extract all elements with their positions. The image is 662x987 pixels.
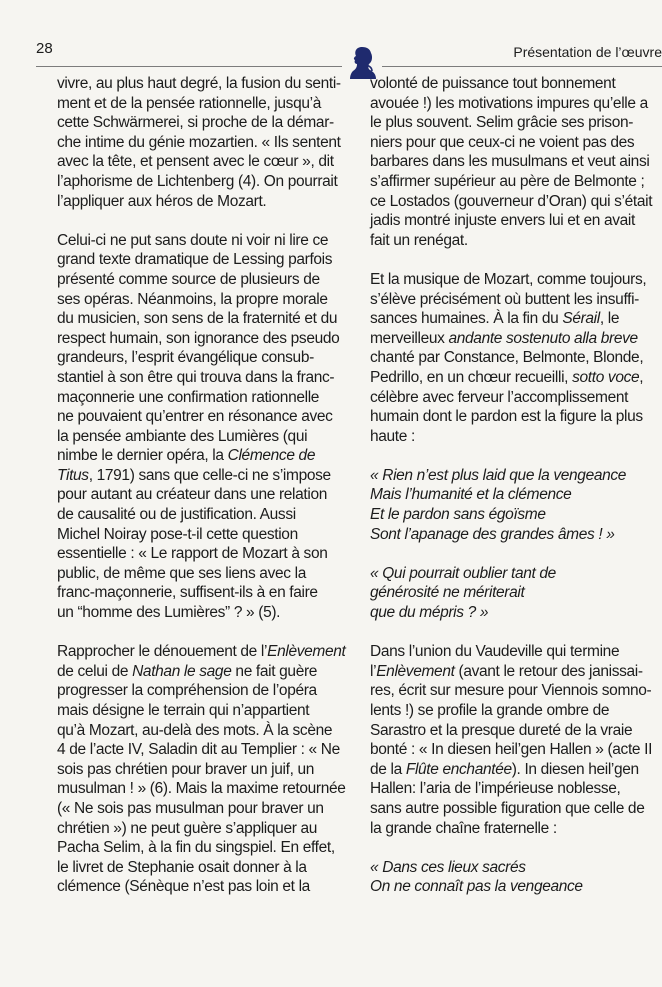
block-quote (370, 466, 662, 544)
text-line: public, de même que ses liens avec la (57, 564, 306, 582)
text-line: ment et de la pensée rationnelle, jusqu’à (57, 94, 321, 112)
text-run: de la (370, 760, 406, 778)
text-line: maçonnerie une confirmation rationnelle (57, 388, 320, 406)
text-run: l’ (370, 662, 377, 680)
quote-line: Et le pardon sans égoïsme (370, 506, 546, 524)
text-line: s’affirmer supérieur au père de Belmonte ; (370, 172, 645, 190)
italic-title: Enlèvement (267, 643, 346, 661)
paragraph (370, 642, 662, 838)
text-line: ne pouvaient qu’entrer en résonance avec (57, 408, 333, 426)
text-line: un “homme des Lumières” ? » (5). (57, 604, 281, 622)
quote-line: « Rien n’est plus laid que la vengeance (370, 466, 627, 484)
text-line (370, 760, 662, 780)
text-line: res, écrit sur mesure pour Viennois somno- (370, 682, 652, 700)
text-line: avec la tête, et pensent avec le cœur », dit (57, 153, 334, 171)
text-line: Dans l’union du Vaudeville qui termine (370, 643, 620, 661)
text-line: (« Ne sois pas musulman pour braver un (57, 799, 324, 817)
header-rule-right (382, 66, 662, 67)
text-run: sances humaines. À la fin du (370, 310, 563, 328)
text-line: grand texte dramatique de Lessing parfois (57, 251, 333, 269)
text-run: merveilleux (370, 329, 449, 347)
text-line: l’aphorisme de Lichtenberg (4). On pourrait (57, 172, 338, 190)
text-line: respect humain, son ignorance des pseudo (57, 329, 340, 347)
text-line: le plus souvent. Selim grâcie ses prison- (370, 114, 634, 132)
text-line: Sarastro et la presque dureté de la vraie (370, 721, 633, 739)
text-line: volonté de puissance tout bonnement (370, 75, 616, 92)
text-line (57, 446, 349, 466)
text-line: s’élève précisément où buttent les insuffi- (370, 290, 639, 308)
text-line: Michel Noiray pose-t-il cette question (57, 525, 298, 543)
text-run: de celui de (57, 662, 133, 680)
text-line: sois pas chrétien pour braver un juif, un (57, 760, 315, 778)
text-line: essentielle : « Le rapport de Mozart à son (57, 545, 328, 563)
text-line: franc-maçonnerie, suffisent-ils à en faire (57, 584, 318, 602)
italic-title: Sérail (562, 310, 600, 328)
text-run: ne fait guère (231, 662, 318, 680)
paragraph (57, 642, 349, 897)
text-line: jadis montré injuste envers lui et en avait (370, 212, 635, 230)
italic-title: Titus (57, 466, 89, 484)
text-line: che intime du génie mozartien. « Ils sentent (57, 133, 341, 151)
text-line: l’appliquer aux héros de Mozart. (57, 192, 267, 210)
text-line (370, 329, 662, 349)
text-line: progresser la compréhension de l’opéra (57, 682, 317, 700)
text-line (57, 662, 349, 682)
italic-title: Flûte enchantée (405, 760, 512, 778)
text-line: niers pour que ceux-ci ne voient pas des (370, 133, 635, 151)
text-line: le livret de Stephanie osait donner à la (57, 858, 307, 876)
text-line: pour autant au créateur dans une relation (57, 486, 328, 504)
text-run: , 1791) sans que celle-ci ne s’impose (88, 466, 331, 484)
text-run: (avant le retour des janissai- (454, 662, 643, 680)
text-line: du musicien, son sens de la fraternité et du (57, 310, 338, 328)
text-line (57, 642, 349, 662)
text-line: Pacha Selim, à la fin du singspiel. En effet, (57, 839, 335, 857)
text-line: chanté par Constance, Belmonte, Blonde, (370, 349, 644, 367)
text-line: fait un renégat. (370, 231, 468, 249)
text-line: chrétien ») ne peut guère s’appliquer au (57, 819, 318, 837)
text-run: ). In diesen heil’gen (511, 760, 639, 778)
text-line: Celui-ci ne put sans doute ni voir ni lire ce (57, 231, 329, 249)
italic-title: Enlèvement (376, 662, 455, 680)
italic-title: Nathan le sage (132, 662, 232, 680)
italic-term: andante sostenuto alla breve (448, 329, 638, 347)
page-number: 28 (36, 40, 53, 57)
block-quote (370, 858, 662, 897)
text-line: célèbre avec ferveur l’accomplissement (370, 388, 629, 406)
text-line: qu’à Mozart, au-delà des mots. À la scène (57, 721, 333, 739)
right-column (370, 74, 662, 917)
text-line: présenté comme source de plusieurs de (57, 270, 320, 288)
text-run: , le (599, 310, 620, 328)
text-line: stantiel à son être qui trouva dans la franc- (57, 368, 335, 386)
text-line: sans autre possible figuration que celle de (370, 799, 645, 817)
quote-line: Mais l’humanité et la clémence (370, 486, 572, 504)
text-line: ce Lostados (gouverneur d’Oran) qui s’était (370, 192, 653, 210)
text-run: Pedrillo, en un chœur recueilli, (370, 368, 573, 386)
text-line (370, 662, 662, 682)
block-quote (370, 564, 662, 623)
paragraph (370, 270, 662, 446)
quote-line: « Dans ces lieux sacrés (370, 858, 526, 876)
quote-line: Sont l’apanage des grandes âmes ! » (370, 525, 615, 543)
paragraph (370, 74, 662, 250)
text-line: bonté : « In diesen heil’gen Hallen » (acte II (370, 741, 653, 759)
text-line: avouée !) les motivations impures qu’elle a (370, 94, 648, 112)
text-line: barbares dans les musulmans et veut ainsi (370, 153, 650, 171)
text-line: humain dont le pardon est la figure la plus (370, 408, 643, 426)
quote-line: générosité ne mériterait (370, 584, 525, 602)
paragraph (57, 231, 349, 623)
text-line: Hallen: l’aria de l’impérieuse noblesse, (370, 780, 621, 798)
quote-line: que du mépris ? » (370, 604, 489, 622)
text-line (370, 368, 662, 388)
text-line: grandeurs, l’esprit évangélique consub- (57, 349, 314, 367)
header-rule-left (36, 66, 342, 67)
text-line: cette Schwärmerei, si proche de la démar- (57, 114, 334, 132)
text-line: la pensée ambiante des Lumières (qui (57, 427, 308, 445)
running-head: Présentation de l’œuvre (513, 44, 662, 60)
italic-term: sotto voce (572, 368, 640, 386)
paragraph (57, 74, 349, 211)
text-line: de causalité ou de justification. Aussi (57, 506, 296, 524)
text-line: vivre, au plus haut degré, la fusion du senti- (57, 75, 341, 92)
text-line: haute : (370, 427, 415, 445)
text-line: clémence (Sénèque n’est pas loin et la (57, 878, 310, 896)
text-run: nimbe le dernier opéra, la (57, 447, 228, 465)
text-line: mais désigne le terrain qui n’appartient (57, 702, 310, 719)
text-line: lents !) se profile la grande ombre de (370, 702, 610, 719)
text-line: musulman ! » (6). Mais la maxime retournée (57, 780, 346, 798)
text-line: Et la musique de Mozart, comme toujours, (370, 270, 647, 288)
quote-line: « Qui pourrait oublier tant de (370, 564, 556, 582)
text-line: ses opéras. Néanmoins, la propre morale (57, 290, 328, 308)
quote-line: On ne connaît pas la vengeance (370, 878, 583, 896)
text-line: la grande chaîne fraternelle : (370, 819, 557, 837)
text-line (57, 466, 349, 486)
italic-title: Clémence de (227, 447, 316, 465)
text-run: , (639, 368, 644, 386)
text-line: 4 de l’acte IV, Saladin dit au Templier : « Ne (57, 741, 340, 759)
text-run: Rapprocher le dénouement de l’ (57, 643, 268, 661)
text-line (370, 309, 662, 329)
left-column (57, 74, 349, 917)
